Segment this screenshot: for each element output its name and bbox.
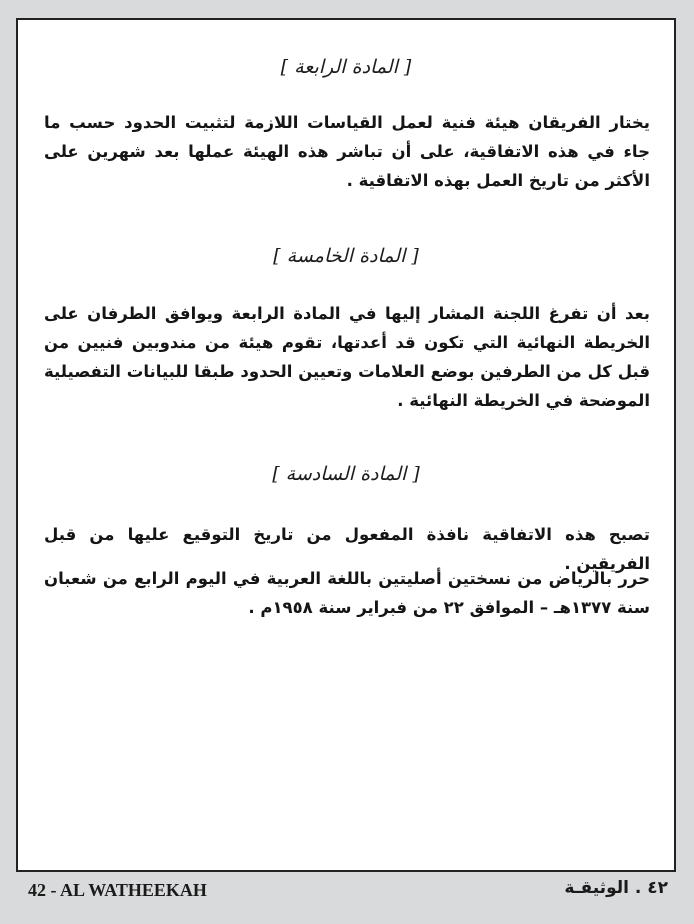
document-page [16, 18, 676, 872]
article-4-heading: [ المادة الرابعة ] [280, 56, 412, 78]
article-5-heading: [ المادة الخامسة ] [273, 245, 419, 267]
article-6-paragraph: تصبح هذه الاتفاقية نافذة المفعول من تاريخ التوقيع عليها من قبل الفريقين . [44, 525, 650, 573]
article-5-paragraph: بعد أن تفرغ اللجنة المشار إليها في المادة الرابعة ويوافق الطرفان على الخريطة النهائية التي تكون قد أعدتها، تقوم هيئة من مندوبين فنيين من قبل كل من الطرفين بوضع العلامات وتعيين الحدود طبقا للبيانات التفصيلية الموضحة في الخريطة النهائية . [44, 304, 650, 410]
article-4-paragraph: يختار الفريقان هيئة فنية لعمل القياسات اللازمة لتثبيت الحدود حسب ما جاء في هذه الاتفاقية، على أن تباشر هذه الهيئة عملها بعد شهرين على الأكثر من تاريخ العمل بهذه الاتفاقية . [44, 113, 650, 190]
article-6-heading: [ المادة السادسة ] [272, 463, 420, 485]
footer-page-label-arabic: ٤٢ . الوثيقـة [564, 878, 668, 898]
signing-paragraph: حرر بالرياض من نسختين أصليتين باللغة العربية في اليوم الرابع من شعبان سنة ١٣٧٧هـ – الموافق ٢٢ من فبراير سنة ١٩٥٨م . [44, 569, 650, 617]
footer-page-label-latin: 42 - AL WATHEEKAH [28, 880, 207, 900]
